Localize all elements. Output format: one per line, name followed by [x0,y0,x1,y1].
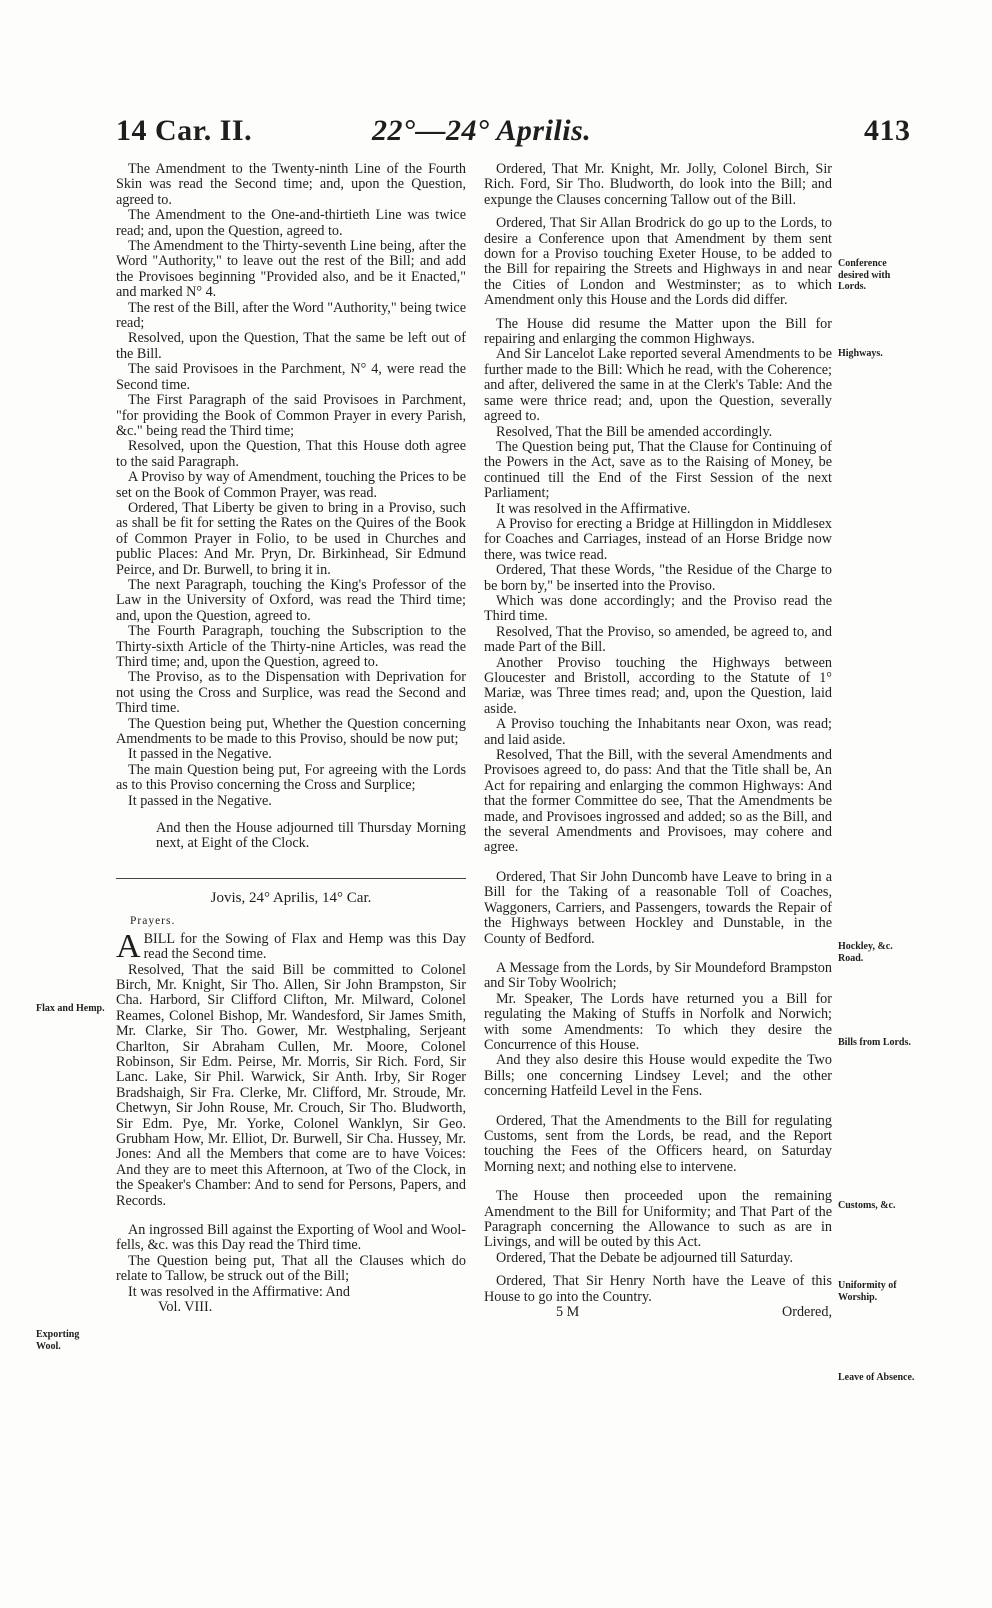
paragraph: The Proviso, as to the Dispensation with Deprivation for not using the Cross and Surplice, was read the Second and Third time. [116,669,466,717]
paragraph: And Sir Lancelot Lake reported several Amendments to be further made to the Bill: Which he read, with the Coherence; and after, delivered the same in at the Clerk's Table: And the same were thrice read; and, upon the Question, severally agreed to. [484,346,832,425]
section-divider [116,878,466,879]
paragraph: Another Proviso touching the Highways between Gloucester and Bristoll, according to the Statute of 1° Mariæ, was Three times read; and, upon the Question, laid aside. [484,654,832,717]
paragraph: A Proviso by way of Amendment, touching the Prices to be set on the Book of Common Prayer, was read. [116,469,466,501]
committee-paragraph: Resolved, That the said Bill be committed to Colonel Birch, Mr. Knight, Sir Tho. Allen, Sir John Brampston, Sir Cha. Harbord, Sir Clifford Clifton, Mr. Milward, Colonel Reames, Colonel Bishop, Mr. Wandesford, Sir James Smith, Mr. Clarke, Sir Tho. Gower, Mr. Westphaling, Serjeant Charlton, Sir Abraham Cullen, Mr. Moore, Colonel Robinson, Sir Edm. Peirse, Mr. Morris, Sir Rich. Ford, Sir Lanc. Lake, Sir Phil. Warwick, Sir Anth. Irby, Sir Roger Bradshaigh, Sir Fra. Clerke, Mr. Clifford, Mr. Stroude, Mr. Chetwyn, Sir John Rouse, Mr. Crouch, Sir Tho. Bludworth, Sir Edm. Pye, Mr. Yorke, Colonel Wanklyn, Sir Geo. Grubham How, Mr. Elliot, Dr. Burwell, Sir Cha. Hussey, Mr. Jones: And all the Members that come are to have Voices: And they are to meet this Afternoon, at Two of the Clock, in the Speaker's Chamber: And to send for Persons, Papers, and Records. [116,961,466,1209]
paragraph: Ordered, That Mr. Knight, Mr. Jolly, Colonel Birch, Sir Rich. Ford, Sir Tho. Bludworth, do look into the Bill; and expunge the Clauses concerning Tallow out of the Bill. [484,161,832,208]
paragraph: It passed in the Negative. [128,746,272,763]
paragraph: The said Provisoes in the Parchment, N° 4, were read the Second time. [116,361,466,393]
page-number: 413 [864,114,911,147]
paragraph: The Amendment to the Thirty-seventh Line being, after the Word "Authority," to leave out the rest of the Bill; and add the Provisoes beginning "Provided also, and be it Enacted," and marked N° 4. [116,238,466,301]
volume-footer: Vol. VIII. [158,1299,213,1316]
paragraph: Ordered, That these Words, "the Residue of the Charge to be born by," be inserted into the Proviso. [484,562,832,594]
paragraph: A Proviso touching the Inhabitants near Oxon, was read; and laid aside. [484,716,832,748]
catchword: Ordered, [781,1304,832,1321]
date-heading: Jovis, 24° Aprilis, 14° Car. [210,889,372,906]
margin-note-conference: Conference desired with Lords. [838,258,891,292]
paragraph: An ingrossed Bill against the Exporting of Wool and Wool-fells, &c. was this Day read the Third time. [116,1222,466,1254]
paragraph: Resolved, That the Bill, with the several Amendments and Provisoes agreed to, do pass: And that the Title shall be, An Act for repairing and enlarging the common Highways: And that the former Committee do see, That the Amendments be made, and Provisoes ingrossed and added; so as the Bill, and the several Amendments and Provisoes, may cohere and agree. [484,747,832,856]
paragraph: Ordered, That Sir Allan Brodrick do go up to the Lords, to desire a Conference upon that Amendment by them sent down for a Proviso touching Exeter House, to be added to the Bill for repairing the Streets and Highways in and near the Cities of London and Westminster; as to which Amendment only this House and the Lords did differ. [484,215,832,309]
header-regnal-year: 14 Car. II. [116,114,253,147]
paragraph: Ordered, That Liberty be given to bring in a Proviso, such as shall be fit for setting the Rates on the Quires of the Book of Common Prayer in Folio, to be used in Churches and public Places: And Mr. Pryn, Dr. Birkinhead, Sir Edmund Peirce, and Dr. Burwell, to bring it in. [116,499,466,578]
paragraph: The next Paragraph, touching the King's Professor of the Law in the University of Oxford, was read the Third time; and, upon the Question, agreed to. [116,576,466,624]
margin-note-hockley: Hockley, &c. Road. [838,941,893,964]
paragraph: Ordered, That Sir Henry North have the Leave of this House to go into the Country. [484,1273,832,1305]
margin-note-wool: Exporting Wool. [36,1329,80,1352]
paragraph: A Proviso for erecting a Bridge at Hillingdon in Middlesex for Coaches and Carriages, instead of an Horse Bridge now there, was twice read. [484,515,832,563]
paragraph: The Amendment to the One-and-thirtieth Line was twice read; and, upon the Question, agreed to. [116,207,466,239]
paragraph: Resolved, That the Proviso, so amended, be agreed to, and made Part of the Bill. [484,623,832,656]
paragraph: The rest of the Bill, after the Word "Authority," being twice read; [116,299,466,332]
paragraph: The main Question being put, For agreeing with the Lords as to this Proviso concerning the Cross and Surplice; [116,761,466,794]
adjournment-note: And then the House adjourned till Thursday Morning next, at Eight of the Clock. [156,820,466,852]
paragraph: It was resolved in the Affirmative: And [128,1283,350,1300]
flax-bill-paragraph [116,927,466,965]
page-footer [484,1305,832,1320]
paragraph: Which was done accordingly; and the Proviso read the Third time. [484,592,832,625]
paragraph: It was resolved in the Affirmative. [496,500,691,517]
paragraph: Resolved, That the Bill be amended accordingly. [496,423,773,440]
margin-note-bills-from-lords: Bills from Lords. [838,1037,911,1048]
paragraph: The Fourth Paragraph, touching the Subscription to the Thirty-sixth Article of the Thirty-nine Articles, was read the Third time; and, upon the Question, agreed to. [116,623,466,670]
right-column [484,162,832,1320]
paragraph: Ordered, That the Amendments to the Bill for regulating Customs, sent from the Lords, be read, and the Report touching the Fees of the Officers heard, on Saturday Morning next; and nothing else to intervene. [484,1112,832,1175]
paragraph: The First Paragraph of the said Provisoes in Parchment, "for providing the Book of Common Prayer in every Parish, &c." being read the Third time; [116,392,466,439]
paragraph: Resolved, upon the Question, That the same be left out of the Bill. [116,330,466,362]
paragraph: And they also desire this House would expedite the Two Bills; one concerning Lindsey Level; and the other concerning Hatfeild Level in the Fens. [484,1052,832,1100]
left-column [116,162,466,1315]
prayers-label: Prayers. [130,915,176,928]
paragraph: Ordered, That the Debate be adjourned till Saturday. [496,1249,794,1266]
paragraph: The Question being put, Whether the Question concerning Amendments to be made to this Proviso, should be now put; [116,715,466,748]
paragraph: A Message from the Lords, by Sir Moundeford Brampston and Sir Toby Woolrich; [484,959,832,992]
header-dates: 22°—24° Aprilis. [372,114,592,147]
margin-note-highways: Highways. [838,348,883,359]
flax-bill-text: BILL for the Sowing of Flax and Hemp was this Day read the Second time. [143,930,466,963]
paragraph: The Amendment to the Twenty-ninth Line of the Fourth Skin was read the Second time; and, upon the Question, agreed to. [116,161,466,208]
paragraph: The House did resume the Matter upon the Bill for repairing and enlarging the common Highways. [484,315,832,348]
paragraph: It passed in the Negative. [128,792,272,809]
paragraph: Mr. Speaker, The Lords have returned you a Bill for regulating the Making of Stuffs in Norfolk and Norwich; with some Amendments: To which they desire the Concurrence of this House. [484,990,832,1053]
paragraph: The Question being put, That the Clause for Continuing of the Powers in the Act, save as to the Raising of Money, be continued till the End of the First Session of the next Parliament; [484,438,832,502]
paragraph: Resolved, upon the Question, That this House doth agree to the said Paragraph. [116,438,466,470]
signature-mark: 5 M [556,1304,580,1321]
margin-note-leave: Leave of Absence. [838,1372,915,1383]
paragraph: The House then proceeded upon the remaining Amendment to the Bill for Uniformity; and That Part of the Paragraph concerning the Allowance to such as are in Livings, and will be outed by this Act. [484,1188,832,1251]
margin-note-uniformity: Uniformity of Worship. [838,1280,897,1303]
margin-note-customs: Customs, &c. [838,1200,896,1211]
margin-note-flax: Flax and Hemp. [36,1003,105,1014]
paragraph: Ordered, That Sir John Duncomb have Leave to bring in a Bill for the Taking of a reasonable Toll of Coaches, Waggoners, Carriers, and Passengers, towards the Repair of the Highways between Hockley and Dunstable, in the County of Bedford. [484,868,832,947]
paragraph: The Question being put, That all the Clauses which do relate to Tallow, be struck out of the Bill; [116,1252,466,1285]
drop-cap: A [116,927,141,965]
